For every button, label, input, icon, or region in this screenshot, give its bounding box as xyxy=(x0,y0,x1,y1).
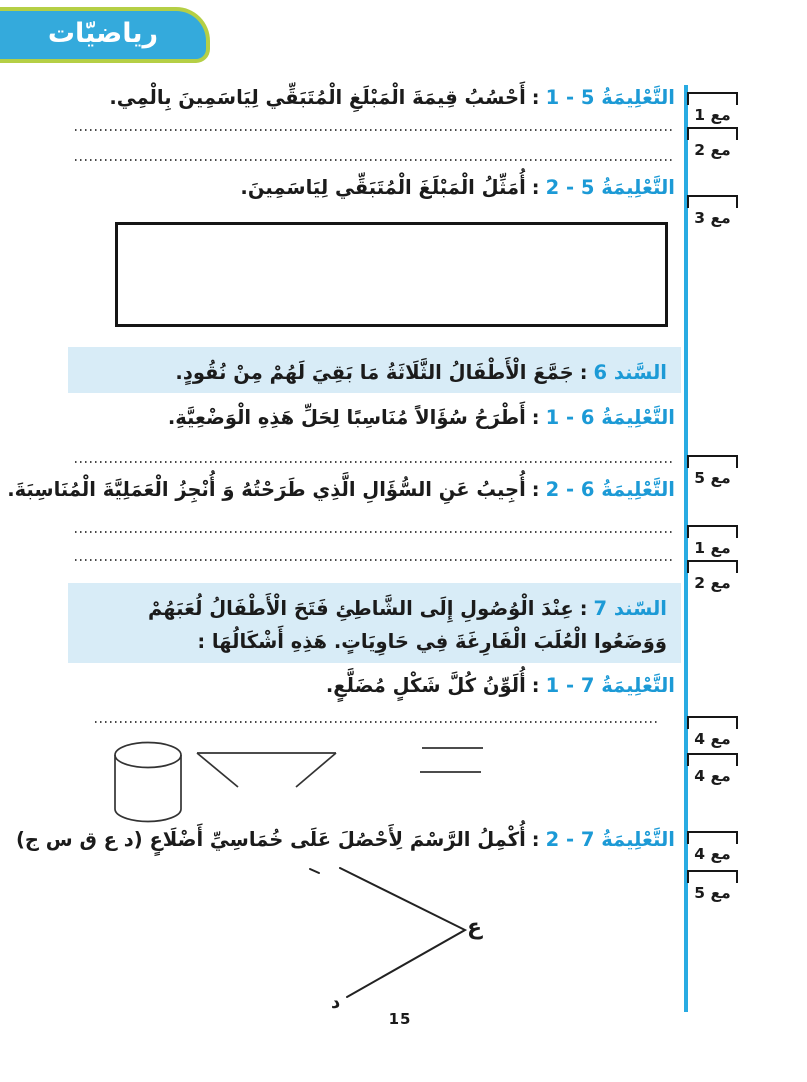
criteria-label: مع 4 xyxy=(694,845,731,863)
support-6-band xyxy=(68,347,681,393)
instruction-5-2 xyxy=(240,176,675,199)
instruction-6-2-label: التَّعْلِيمَةُ 6 - 2 xyxy=(545,478,675,501)
criteria-label: مع 5 xyxy=(694,884,731,902)
criteria-marker xyxy=(687,560,738,592)
vertex-label-dal: د xyxy=(331,992,341,1013)
instruction-5-1-label: التَّعْلِيمَةُ 5 - 1 xyxy=(545,86,675,109)
criteria-marker xyxy=(687,525,738,557)
instruction-7-2 xyxy=(16,828,675,851)
pentagon-drawing[interactable] xyxy=(295,855,483,1005)
criteria-label: مع 1 xyxy=(694,539,731,557)
support-7-text: عِنْدَ الْوُصُولِ إِلَى الشَّاطِئِ فَتَحَ الْأَطْفَالُ لُعَبَهُمْ وَوَضَعُوا الْعُلَبَ الْفَارِغَةَ فِي حَاوِيَاتٍ. هَذِهِ أَشْكَالُهَا : xyxy=(148,597,667,653)
instruction-6-2 xyxy=(7,478,675,501)
colon: : xyxy=(579,597,588,620)
score-box[interactable] xyxy=(687,195,738,208)
criteria-label: مع 4 xyxy=(694,730,731,748)
support-6-label: السَّند 6 xyxy=(593,361,667,384)
instruction-7-1-label: التَّعْلِيمَةُ 7 - 1 xyxy=(545,674,675,697)
score-box[interactable] xyxy=(687,716,738,729)
instruction-7-2-label: التَّعْلِيمَةُ 7 - 2 xyxy=(545,828,675,851)
colon: : xyxy=(531,406,540,429)
criteria-marker xyxy=(687,831,738,863)
instruction-7-1-text: أُلَوِّنُ كُلَّ شَكْلٍ مُضَلَّعٍ. xyxy=(325,674,526,697)
instruction-5-1 xyxy=(109,86,675,109)
criteria-marker xyxy=(687,716,738,748)
criteria-label: مع 4 xyxy=(694,767,731,785)
colon: : xyxy=(531,86,540,109)
criteria-marker xyxy=(687,195,738,227)
score-box[interactable] xyxy=(687,525,738,538)
criteria-label: مع 3 xyxy=(694,209,731,227)
score-box[interactable] xyxy=(687,560,738,573)
instruction-5-1-text: أَحْسُبُ قِيمَةَ الْمَبْلَغِ الْمُتَبَقِّي لِيَاسَمِينَ بِالْمِي. xyxy=(109,86,526,109)
criteria-label: مع 2 xyxy=(694,141,731,159)
cylinder-shape[interactable] xyxy=(112,741,184,823)
score-box[interactable] xyxy=(687,870,738,883)
criteria-marker xyxy=(687,92,738,124)
colon: : xyxy=(531,674,540,697)
score-box[interactable] xyxy=(687,753,738,766)
instruction-5-2-text: أُمَثِّلُ الْمَبْلَغَ الْمُتَبَقِّي لِيَاسَمِينَ. xyxy=(240,176,526,199)
colon: : xyxy=(531,828,540,851)
criteria-label: مع 5 xyxy=(694,469,731,487)
colon: : xyxy=(531,478,540,501)
answer-line[interactable] xyxy=(75,461,672,463)
instruction-6-1 xyxy=(168,406,675,429)
score-box[interactable] xyxy=(687,127,738,140)
instruction-6-1-text: أَطْرَحُ سُؤَالاً مُنَاسِبًا لِحَلِّ هَذِهِ الْوَضْعِيَّةِ. xyxy=(167,406,526,429)
support-7-label: السّند 7 xyxy=(593,597,667,620)
instruction-6-2-text: أُجِيبُ عَنِ السُّؤَالِ الَّذِي طَرَحْتُهُ وَ أُنْجِزُ الْعَمَلِيَّةَ الْمُنَاسِبَةَ. xyxy=(7,478,526,501)
subject-badge-label: رياضيّات xyxy=(47,17,159,49)
open-trapezoid-shape[interactable] xyxy=(194,749,340,791)
criteria-label: مع 2 xyxy=(694,574,731,592)
support-6-text: جَمَّعَ الْأَطْفَالُ الثَّلَاثَةُ مَا بَقِيَ لَهُمْ مِنْ نُقُودٍ. xyxy=(175,361,574,384)
instruction-5-2-label: التَّعْلِيمَةُ 5 - 2 xyxy=(545,176,675,199)
criteria-marker xyxy=(687,127,738,159)
support-7-band xyxy=(68,583,681,663)
page-number: 15 xyxy=(388,1010,412,1028)
answer-line[interactable] xyxy=(75,559,672,561)
answer-line[interactable] xyxy=(75,159,672,161)
criteria-marker xyxy=(687,455,738,487)
instruction-7-2-text: أُكْمِلُ الرَّسْمَ لِأَحْصُلَ عَلَى خُمَاسِيِّ أَضْلَاعٍ (د ع ق س ج) xyxy=(16,828,526,851)
answer-line[interactable] xyxy=(75,129,672,131)
vertex-label-ain: ع xyxy=(467,915,483,940)
colon: : xyxy=(531,176,540,199)
parallel-lines-shape[interactable] xyxy=(417,745,487,777)
answer-box[interactable] xyxy=(115,222,668,327)
instruction-6-1-label: التَّعْلِيمَةُ 6 - 1 xyxy=(545,406,675,429)
score-box[interactable] xyxy=(687,92,738,105)
answer-line[interactable] xyxy=(75,531,672,533)
score-box[interactable] xyxy=(687,455,738,468)
criteria-marker xyxy=(687,753,738,785)
criteria-marker xyxy=(687,870,738,902)
instruction-7-1 xyxy=(326,674,675,697)
colon: : xyxy=(579,361,588,384)
criteria-label: مع 1 xyxy=(694,106,731,124)
answer-line[interactable] xyxy=(95,721,660,723)
subject-badge xyxy=(0,7,210,63)
score-box[interactable] xyxy=(687,831,738,844)
